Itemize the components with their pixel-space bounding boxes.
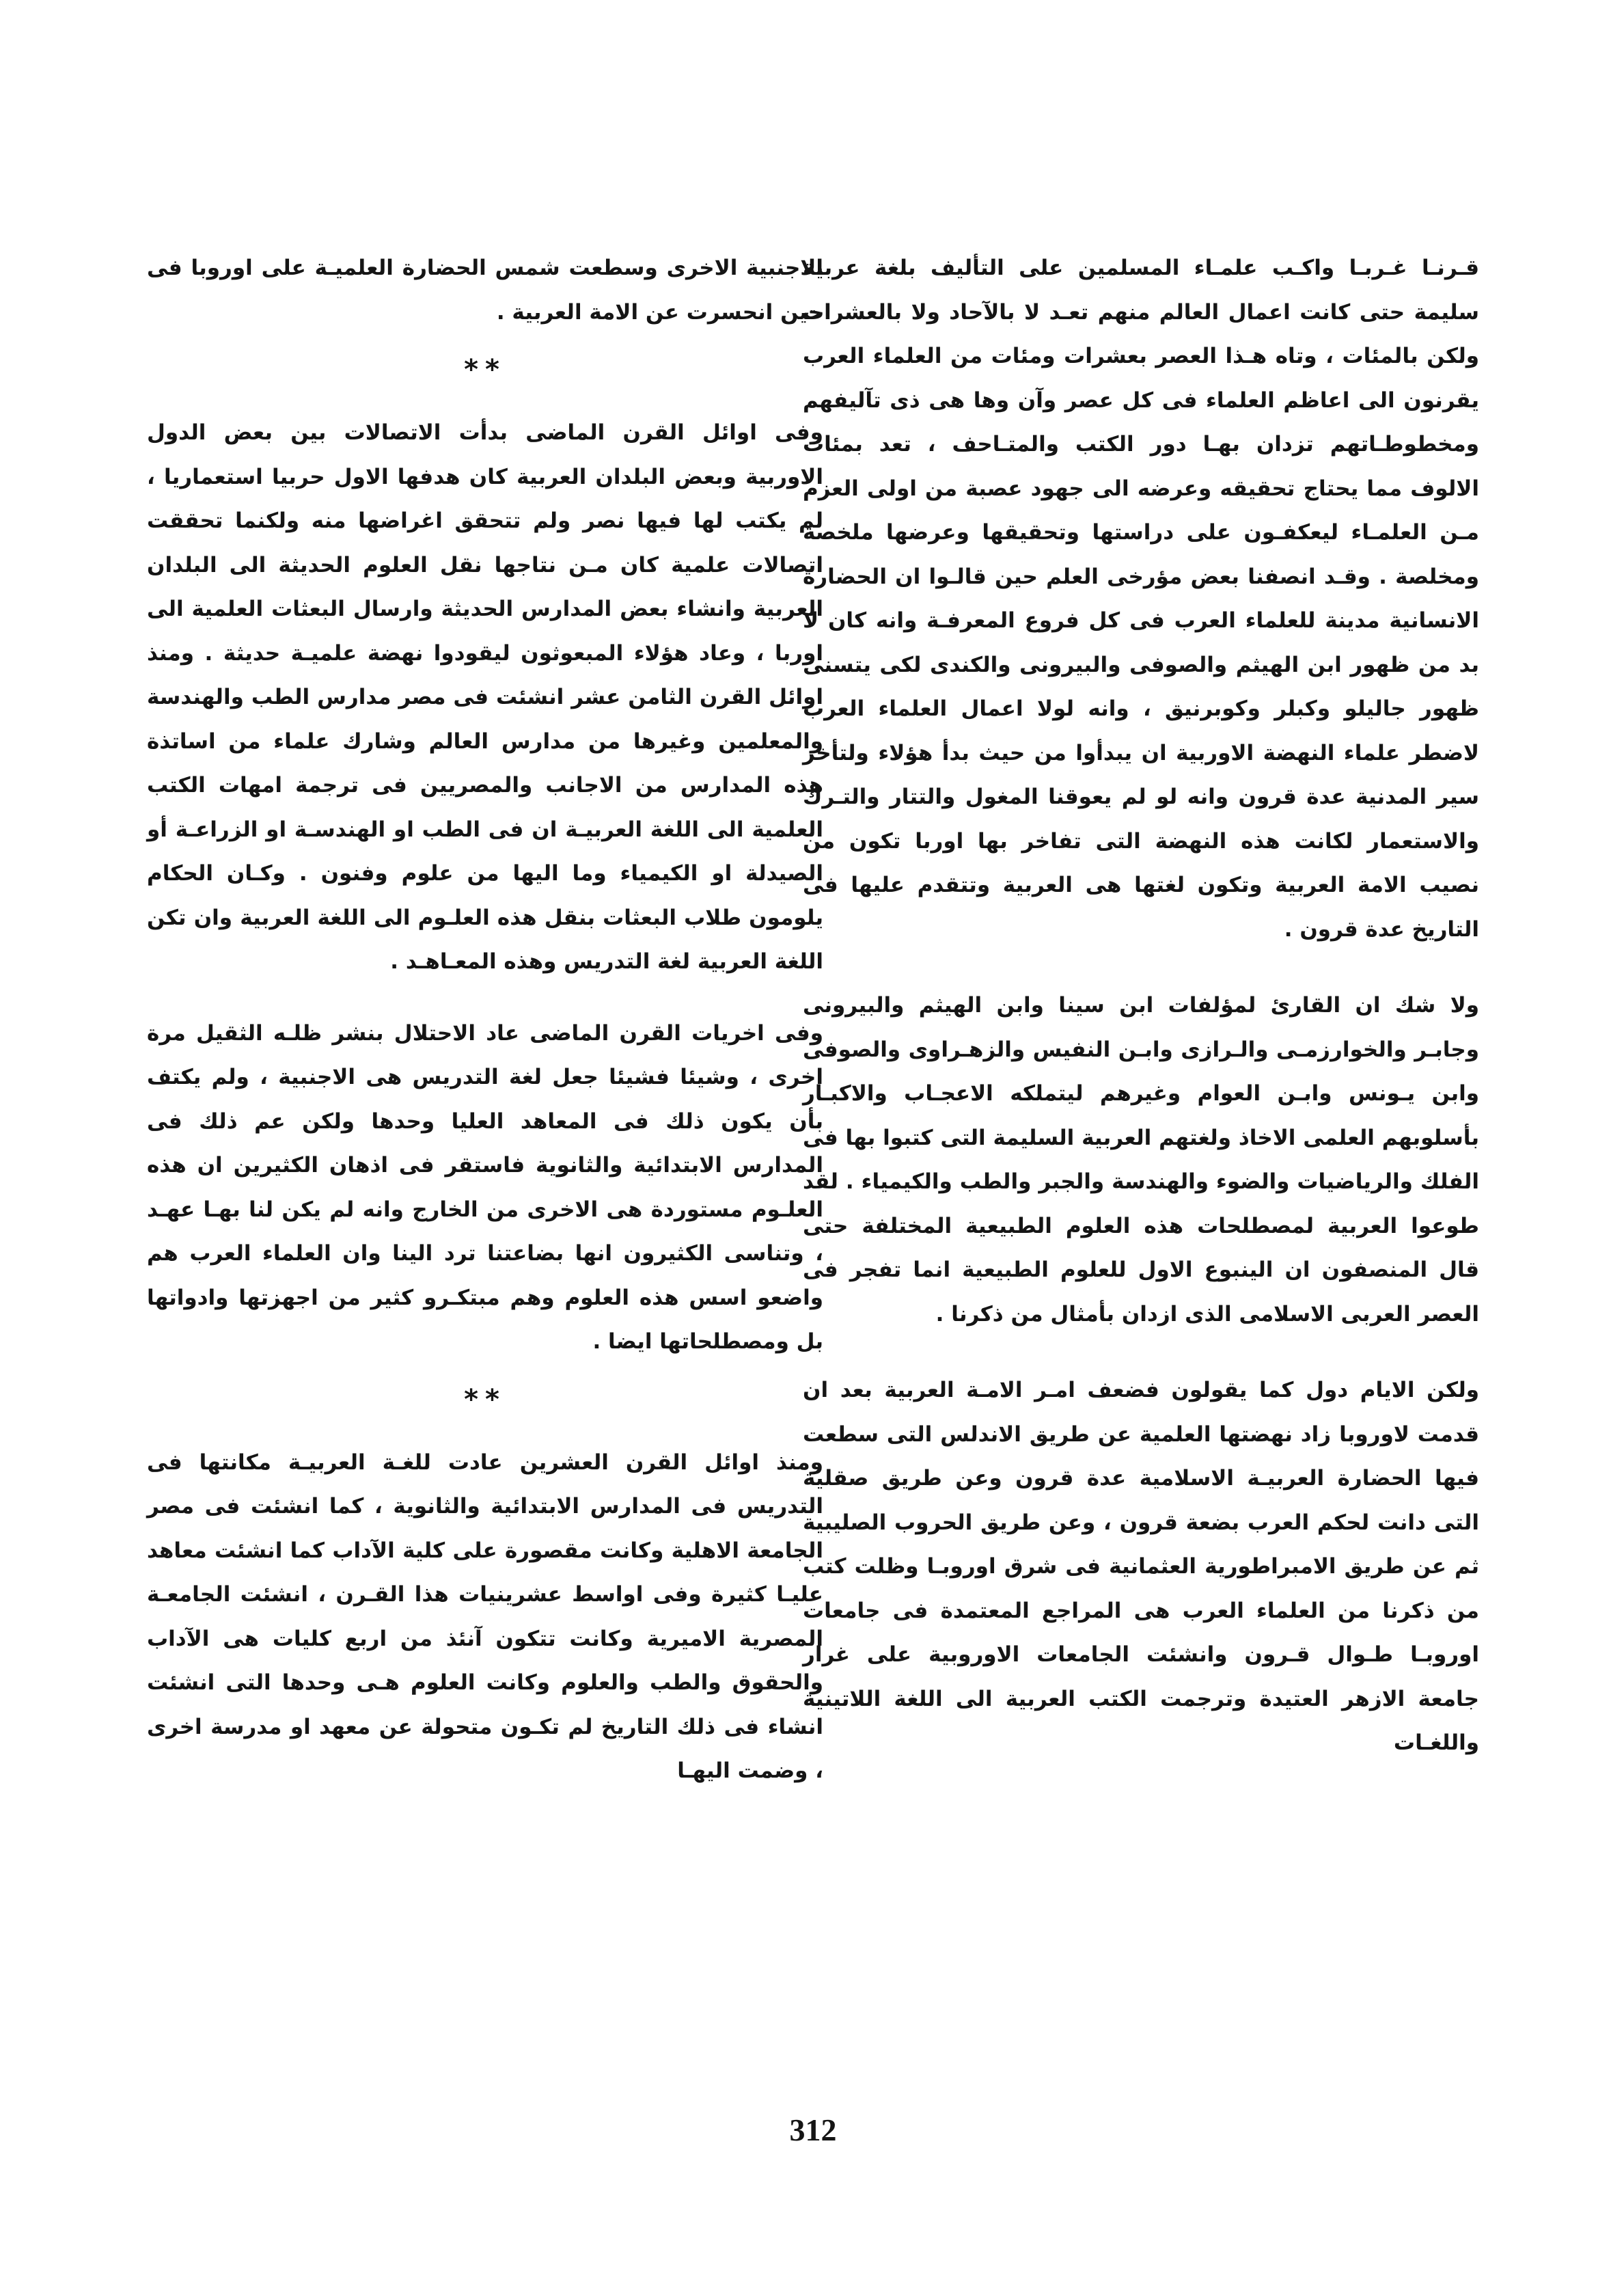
paragraph-continuation: الاجنبية الاخرى وسطعت شمس الحضارة العلميـة على اوروبا فى حين انحسرت عن الامة العربية .	[147, 256, 823, 325]
section-separator-stars: **	[464, 1383, 506, 1415]
right-column	[803, 246, 1479, 1765]
paragraph-twentieth-century: ومنذ اوائل القرن العشرين عادت للغـة العربيـة مكانتها فى التدريس فى المدارس الابتدائية والثانوية ، كما انشئت فى مصر الجامعة الاهلية وكانت مقصورة على كلية الآداب كما انشئت معاهد عليـا كثيرة وفى اواسط عشرينيات هذا القـرن ، انشئت الجامعـة المصرية الاميرية وكانت تتكون آنئذ من اربع كليات هى الآداب والحقوق والطب والعلوم وكانت العلوم هـى وحدها التى انشئت انشاء فى ذلك التاريخ لم تكـون متحولة عن معهد او مدرسة اخرى ، وضمت اليهـا	[147, 1450, 823, 1783]
left-column	[147, 246, 823, 1793]
paragraph-readers-of-works: ولا شك ان القارئ لمؤلفات ابن سينا وابن الهيثم والبيرونى وجابـر والخوارزمـى والـرازى وابـن النفيس والزهـراوى والصوفى وابن يـونس وابـن العوام وغيرهم ليتملكه الاعجـاب والاكبـار بأسلوبهم العلمى الاخاذ ولغتهم العربية السليمة التى كتبوا بها فى الفلك والرياضيات والضوء والهندسة والجبر والطب والكيمياء . لقد طوعوا العربية لمصطلحات هذه العلوم الطبيعية المختلفة حتى قال المنصفون ان الينبوع الاول للعلوم الطبيعية انما تفجر فى العصر العربى الاسلامى الذى ازدان بأمثال من ذكرنا .	[803, 993, 1479, 1327]
paragraph-decline: ولكن الايام دول كما يقولون فضعف امـر الامـة العربية بعد ان قدمت لاوروبا زاد نهضتها العلمية عن طريق الاندلس التى سطعت فيها الحضارة العربيـة الاسلامية عدة قرون وعن طريق صقلية التى دانت لحكم العرب بضعة قرون ، وعن طريق الحروب الصليبية ثم عن طريق الامبراطورية العثمانية فى شرق اوروبـا وظلت كتب من ذكرنا من العلماء العرب هى المراجع المعتمدة فى جامعات اوروبـا طـوال قـرون وانشئت الجامعات الاوروبية على غرار جامعة الازهر العتيدة وترجمت الكتب العربية الى اللغة اللاتينية واللغـات	[803, 1378, 1479, 1755]
paragraph-occupation: وفى اخريات القرن الماضى عاد الاحتلال بنشر ظلـه الثقيل مرة اخرى ، وشيئا فشيئا جعل لغة التدريس هى الاجنبية ، ولم يكتف بأن يكون ذلك فى المعاهد العليا وحدها ولكن عم ذلك فى المدارس الابتدائية والثانوية فاستقر فى اذهان الكثيرين ان هذه العلـوم مستوردة هى الاخرى من الخارج وانه لم يكن لنا بهـا عهـد ، وتناسى الكثيرون انها بضاعتنا ترد الينا وان العلماء العرب هم واضعو اسس هذه العلوم وهم مبتكـرو كثير من اجهزتها وادواتها بل ومصطلحاتها ايضا .	[147, 1020, 823, 1354]
page-number: 312	[789, 2112, 837, 2147]
paragraph-last-century: وفى اوائل القرن الماضى بدأت الاتصالات بين بعض الدول الاوربية وبعض البلدان العربية كان هدفها الاول حربيا استعماريا ، لم يكتب لها فيها نصر ولم تتحقق اغراضها منه ولكنما تحققت اتصالات علمية كان مـن نتاجها نقل العلوم الحديثة الى البلدان العربية وانشاء بعض المدارس الحديثة وارسال البعثات العلمية الى اوربا ، وعاد هؤلاء المبعوثون ليقودوا نهضة علميـة حديثة . ومنذ اوائل القرن الثامن عشر انشئت فى مصر مدارس الطب والهندسة والمعلمين وغيرها من مدارس العالم وشارك علماء من اساتذة هذه المدارس من الاجانب والمصريين فى ترجمة امهات الكتب العلمية الى اللغة العربيـة ان فى الطب او الهندسـة او الزراعـة أو الصيدلة او الكيمياء وما اليها من علوم وفنون . وكـان الحكام يلومون طلاب البعثات بنقل هذه العلـوم الى اللغة العربية وان تكن اللغة العربية لغة التدريس وهذه المعـاهـد .	[147, 420, 823, 974]
paragraph-arab-scholars: قـرنـا غـربـا واكـب علمـاء المسلمين على التأليف بلغة عربية سليمة حتى كانت اعمال العالم منهم تعـد لا بالآحاد ولا بالعشرات ولكن بالمئات ، وتاه هـذا العصر بعشرات ومئات من العلماء العرب يقرنون الى اعاظم العلماء فى كل عصر وآن وها هى ذى تآليفهم ومخطوطـاتهم تزدان بهـا دور الكتب والمتـاحف ، تعد بمئات الالوف مما يحتاج تحقيقه وعرضه الى جهود عصبة من اولى العزم مـن العلمـاء ليعكفـون على دراستها وتحقيقها وعرضها ملخصة ومخلصة . وقـد انصفنا بعض مؤرخى العلم حين قالـوا ان الحضارة الانسانية مدينة للعلماء العرب فى كل فروع المعرفـة وانه كان لا بد من ظهور ابن الهيثم والصوفى والبيرونى والكندى لكى يتسنى ظهور جاليلو وكبلر وكوبرنيق ، وانه لولا اعمال العلماء العرب لاضطر علماء النهضة الاوربية ان يبدأوا من حيث بدأ هؤلاء ولتأخر سير المدنية عدة قرون وانه لو لم يعوقنا المغول والتتار والتـرك والاستعمار لكانت هذه النهضة التى تفاخر بها اوربا تكون من نصيب الامة العربية وتكون لغتها هى العربية وتتقدم عليها فى التاريخ عدة قرون .	[803, 256, 1479, 942]
section-separator-stars: **	[464, 354, 506, 385]
